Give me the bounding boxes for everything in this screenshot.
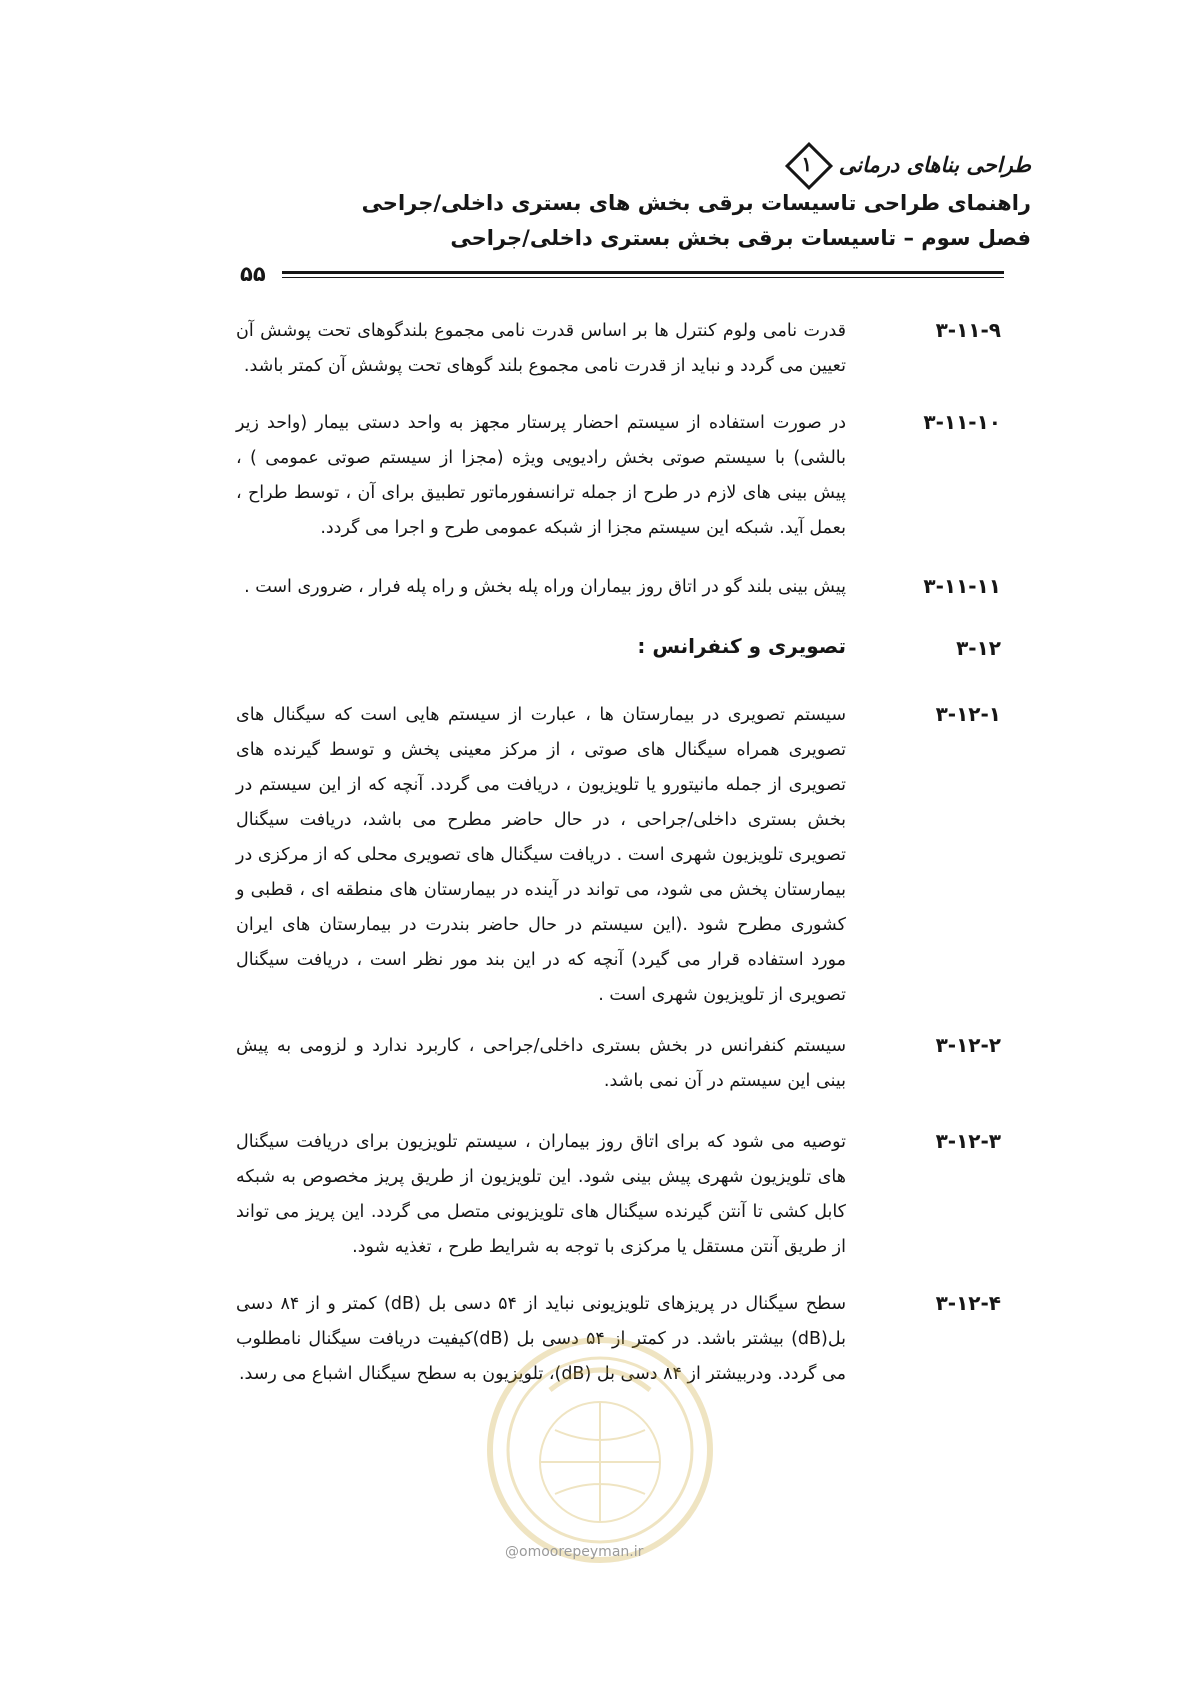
- section-text: قدرت نامی ولوم کنترل ها بر اساس قدرت نامی مجموع بلندگوهای تحت پوشش آن تعیین می گردد و نباید از قدرت نامی مجموع بلند گوهای تحت پوشش آن کمتر باشد.: [236, 321, 846, 376]
- series-title-row: [785, 142, 1031, 186]
- section-text: توصیه می شود که برای اتاق روز بیماران ، سیستم تلویزیون برای دریافت سیگنال های تلویزیون شهری پیش بینی شود. این تلویزیون از طریق پریز مخصوص به شبکه کابل کشی تا آنتن گیرنده سیگنال های تلویزیونی متصل می گردد. این پریز می تواند از طریق آنتن مستقل یا مرکزی با توجه به شرایط طرح ، تغذیه شود.: [236, 1132, 846, 1257]
- header-rule: [282, 271, 1004, 278]
- section-heading: تصویری و کنفرانس :: [637, 634, 846, 658]
- section-text: سیستم کنفرانس در بخش بستری داخلی/جراحی ، کاربرد ندارد و لزومی به پیش بینی این سیستم در آن نمی باشد.: [236, 1036, 846, 1091]
- page-number: ۵۵: [240, 262, 266, 286]
- chapter-title: فصل سوم – تاسیسات برقی بخش بستری داخلی/جراحی: [450, 226, 1031, 250]
- series-title: طراحی بناهای درمانی: [838, 151, 1031, 177]
- section-number: ۳-۱۲-۱: [935, 702, 1001, 726]
- section-number: ۳-۱۱-۱۰: [923, 410, 1001, 434]
- section-number: ۳-۱۲-۲: [935, 1033, 1001, 1057]
- guide-title: راهنمای طراحی تاسیسات برقی بخش های بستری داخلی/جراحی: [361, 191, 1031, 215]
- section-number: ۳-۱۲-۴: [935, 1291, 1001, 1315]
- watermark-site: @omoorepeyman.ir: [505, 1544, 644, 1560]
- series-number-badge: [785, 142, 829, 186]
- section-text: سطح سیگنال در پریزهای تلویزیونی نباید از ۵۴ دسی بل (dB) کمتر و از ۸۴ دسی بل(dB) بیشتر باشد. در کمتر از ۵۴ دسی بل (dB)کیفیت دریافت سیگنال نامطلوب می گردد. ودربیشتر از ۸۴ دسی بل (dB)، تلویزیون به سطح سیگنال اشباع می رسد.: [236, 1294, 847, 1384]
- section-number: ۳-۱۱-۱۱: [923, 574, 1001, 598]
- section-text: پیش بینی بلند گو در اتاق روز بیماران وراه پله بخش و راه پله فرار ، ضروری است .: [244, 577, 846, 597]
- series-number: ۱: [801, 152, 813, 176]
- section-text: در صورت استفاده از سیستم احضار پرستار مجهز به واحد دستی بیمار (واحد زیر بالشی) با سیستم صوتی بخش رادیویی ویژه (مجزا از سیستم صوتی عمومی ) ، پیش بینی های لازم در طرح از جمله ترانسفورماتور تطبیق برای آن ، توسط طراح ، بعمل آید. شبکه این سیستم مجزا از شبکه عمومی طرح و اجرا می گردد.: [236, 413, 846, 538]
- section-number: ۳-۱۲-۳: [935, 1129, 1001, 1153]
- section-number: ۳-۱۱-۹: [935, 318, 1001, 342]
- heading-number: ۳-۱۲: [956, 636, 1001, 660]
- section-text: سیستم تصویری در بیمارستان ها ، عبارت از سیستم هایی است که سیگنال های تصویری همراه سیگنال های صوتی ، از مرکز معینی پخش و توسط گیرنده های تصویری از جمله مانیتورو یا تلویزیون ، دریافت می گردد. آنچه که از این سیستم در بخش بستری داخلی/جراحی ، در حال حاضر مطرح می باشد، دریافت سیگنال تصویری تلویزیون شهری است . دریافت سیگنال های تصویری محلی که از مرکزی در بیمارستان پخش می شود، می تواند در آینده در بیمارستان های منطقه ای ، قطبی و کشوری مطرح شود .(این سیستم در حال حاضر بندرت در بیمارستان های ایران مورد استفاده قرار می گیرد) آنچه که در این بند مور نظر است ، دریافت سیگنال تصویری از تلویزیون شهری است .: [236, 705, 846, 1005]
